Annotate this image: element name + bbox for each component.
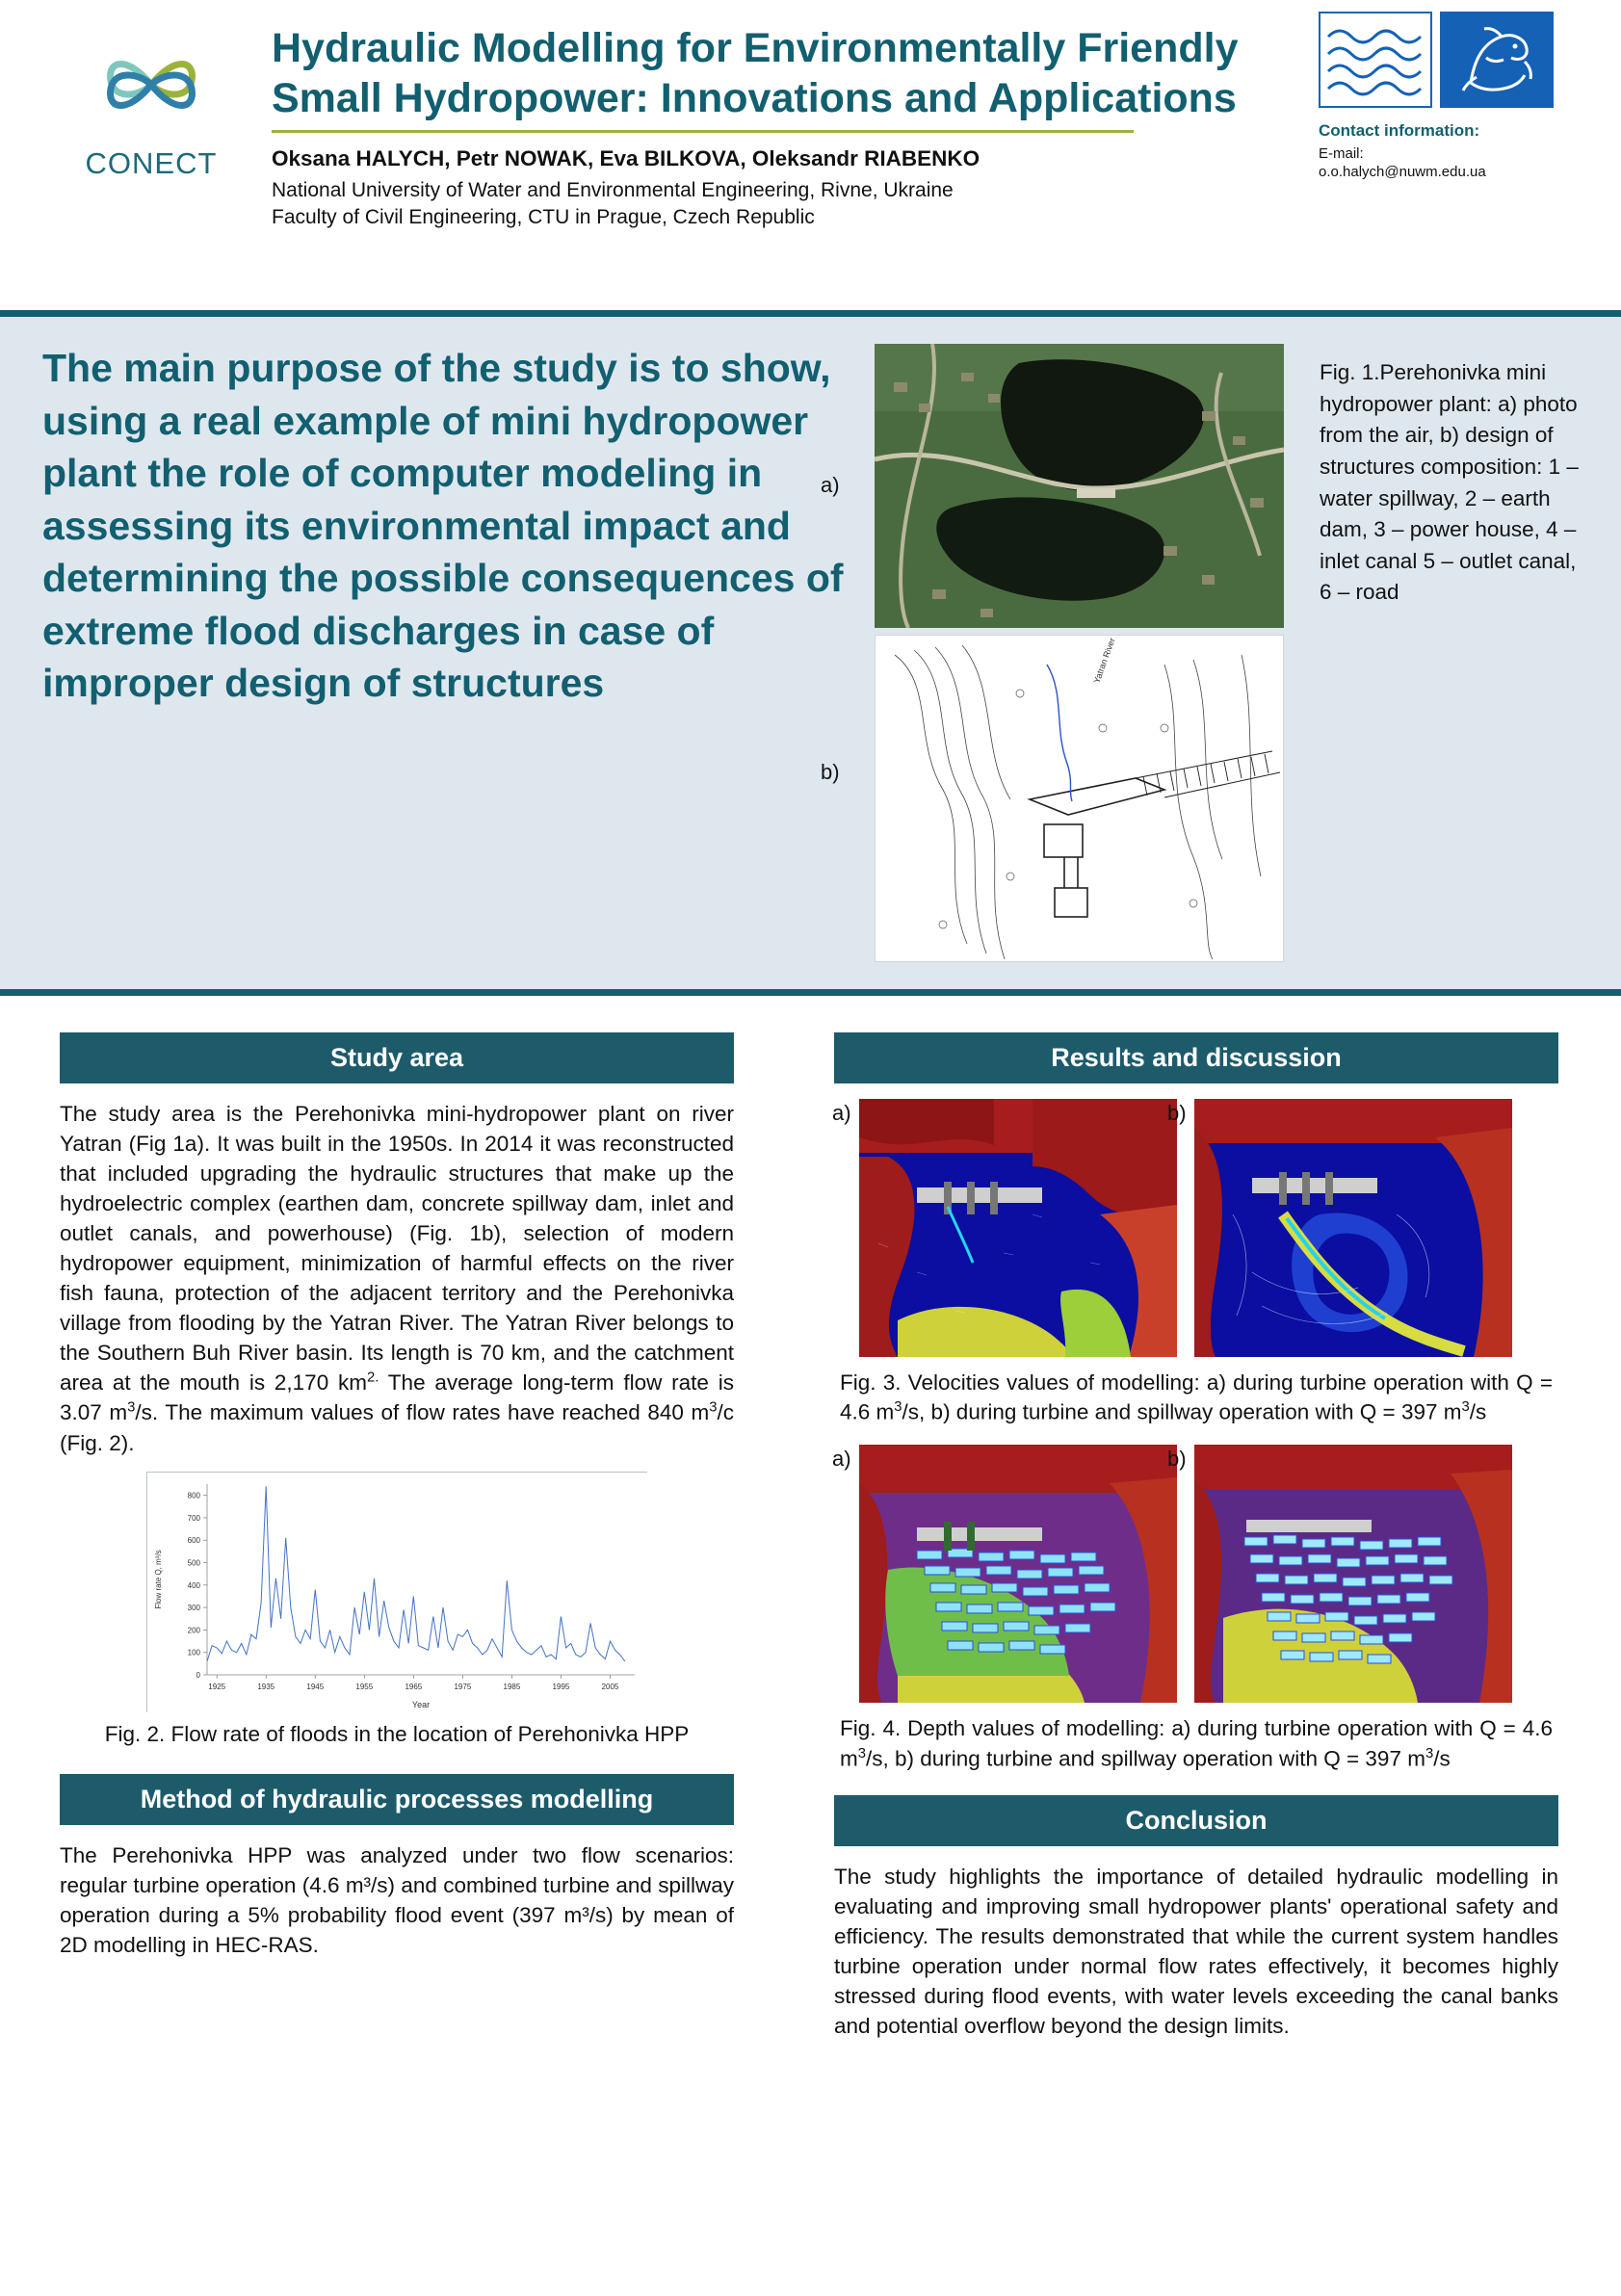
purpose-band xyxy=(0,310,1621,996)
velocity-map-a-graphic xyxy=(859,1099,1177,1357)
conect-logo xyxy=(60,27,243,181)
plan-drawing-graphic xyxy=(876,636,1284,961)
fig3a-cell xyxy=(832,1099,1177,1357)
contact-block xyxy=(1319,12,1588,180)
depth-map-b-graphic xyxy=(1194,1445,1512,1703)
svg-text:600: 600 xyxy=(187,1535,200,1545)
authors-line: Oksana HALYCH, Petr NOWAK, Eva BILKOVA, Oleksandr RIABENKO xyxy=(272,145,980,170)
fig4b-label: b) xyxy=(1167,1447,1187,1472)
affiliation-line-1: National University of Water and Environmental Engineering, Rivne, Ukraine xyxy=(272,178,954,201)
fig4a-label: a) xyxy=(832,1447,851,1472)
fig1b-plan-drawing xyxy=(875,635,1284,962)
fig4-image-row xyxy=(832,1445,1558,1703)
fig4-caption: Fig. 4. Depth values of modelling: a) during turbine operation with Q = 4.6 $m^3/s$, b) during turbine and spillway operation with Q = 397 $m^3/s$ xyxy=(840,1716,1553,1771)
contact-title: Contact information: xyxy=(1319,121,1480,140)
emblem-row xyxy=(1319,12,1588,108)
fig1a-aerial-photo xyxy=(875,344,1284,628)
svg-text:1945: 1945 xyxy=(306,1682,325,1691)
flow-rate-line-chart xyxy=(147,1473,648,1713)
conect-logo-text: CONECT xyxy=(85,146,218,180)
conect-logo-mark xyxy=(90,27,213,143)
svg-text:1975: 1975 xyxy=(454,1682,472,1691)
svg-text:400: 400 xyxy=(187,1580,200,1590)
svg-text:2005: 2005 xyxy=(601,1682,619,1691)
svg-text:100: 100 xyxy=(187,1648,200,1657)
fig4a-depth-map xyxy=(859,1445,1177,1703)
poster-header xyxy=(0,0,1621,310)
purpose-statement: The main purpose of the study is to show, using a real example of mini hydropower plant the role of computer modeling in assessing its environmental impact and determining the possible consequences of extreme flood discharges in case of improper design of structures xyxy=(42,346,844,706)
section-header-conclusion: Conclusion xyxy=(834,1795,1558,1846)
aerial-photo-graphic xyxy=(875,344,1284,628)
method-paragraph: The Perehonivka HPP was analyzed under two flow scenarios: regular turbine operation (4.6 m³/s) and combined turbine and spillway operation during a 5% probability flood event (397 m³/s) by mean of 2D modelling in HEC-RAS. xyxy=(60,1842,734,1958)
fig3b-label: b) xyxy=(1167,1101,1187,1125)
waves-emblem-icon xyxy=(1319,12,1432,108)
lion-icon xyxy=(1442,13,1552,106)
fig3b-cell xyxy=(1167,1099,1545,1357)
svg-text:700: 700 xyxy=(187,1513,200,1523)
fig3a-velocity-map xyxy=(859,1099,1177,1357)
svg-text:0: 0 xyxy=(196,1670,200,1680)
svg-text:Yatran River: Yatran River xyxy=(1091,636,1117,685)
svg-text:1985: 1985 xyxy=(503,1682,521,1691)
fig3a-label: a) xyxy=(832,1101,851,1125)
fig1-caption: Fig. 1.Perehonivka mini hydropower plant: a) photo from the air, b) design of structures composition: 1 – water spillway, 2 – earth dam, 3 – power house, 4 – inlet canal 5 – outlet canal, 6 – road xyxy=(1320,360,1579,605)
section-header-method: Method of hydraulic processes modelling xyxy=(60,1774,734,1825)
right-column xyxy=(834,1032,1558,2052)
fig3b-velocity-map: 5.00 4.00 3.00 2.00 1.50 1.00 0.00 M/s xyxy=(1194,1099,1512,1357)
title-divider xyxy=(272,130,1134,133)
svg-text:1935: 1935 xyxy=(257,1682,275,1691)
contact-email-value: o.o.halych@nuwm.edu.ua xyxy=(1319,164,1486,180)
lion-emblem-icon xyxy=(1440,12,1554,108)
fig1a-label: a) xyxy=(821,473,840,497)
svg-text:Year: Year xyxy=(411,1699,431,1709)
svg-text:Flow rate Q, m³/s: Flow rate Q, m³/s xyxy=(154,1549,163,1609)
fig1b-label: b) xyxy=(821,760,840,784)
fig4b-depth-map: 3.0 2.0 1.0 0.0 M xyxy=(1194,1445,1512,1703)
fig2-caption: Fig. 2. Flow rate of floods in the location of Perehonivka HPP xyxy=(104,1721,690,1746)
section-header-results: Results and discussion xyxy=(834,1032,1558,1083)
svg-text:1925: 1925 xyxy=(208,1682,226,1691)
svg-text:800: 800 xyxy=(187,1491,200,1500)
fig3-image-row xyxy=(832,1099,1558,1357)
waves-icon xyxy=(1320,13,1430,106)
svg-text:1965: 1965 xyxy=(405,1682,423,1691)
page-title: Hydraulic Modelling for Environmentally Friendly Small Hydropower: Innovations and Applications xyxy=(272,25,1239,122)
svg-text:1995: 1995 xyxy=(552,1682,570,1691)
fig3-caption: Fig. 3. Velocities values of modelling: a) during turbine operation with Q = 4.6 $m^3/s$, b) during turbine and spillway operation with Q = 397 $m^3/s$ xyxy=(840,1370,1553,1424)
svg-text:300: 300 xyxy=(187,1603,200,1612)
study-area-paragraph: The study area is the Perehonivka mini-hydropower plant on river Yatran (Fig 1a). It was built in the 1950s. In 2014 it was reconstructed that included upgrading the hydraulic structures that make up the hydroelectric complex (earthen dam, concrete spillway dam, inlet and outlet canals, and powerhouse) (Fig. 1b), selection of modern hydropower equipment, minimization of harmful effects on the river fish fauna, protection of the adjacent territory and the Perehonivka village from flooding by the Yatran River. The Yatran River belongs to the Southern Buh River basin. Its length is 70 km, and the catchment area at the mouth is 2,170 $km^{2.}$ The average long-term flow rate is 3.07 $m^3/s$. The maximum values of flow rates have reached 840 $m^3/c$ (Fig. 2). xyxy=(60,1102,734,1455)
section-header-study-area: Study area xyxy=(60,1032,734,1083)
fig4b-cell xyxy=(1167,1445,1543,1703)
svg-text:500: 500 xyxy=(187,1558,200,1568)
contact-email-label: E-mail: xyxy=(1319,145,1364,162)
fig4a-cell xyxy=(832,1445,1177,1703)
velocity-map-b-graphic xyxy=(1194,1099,1512,1357)
depth-map-a-graphic xyxy=(859,1445,1177,1703)
conclusion-paragraph: The study highlights the importance of detailed hydraulic modelling in evaluating and improving small hydropower plants' operational safety and efficiency. The results demonstrated that while the current system handles turbine operation under normal flow rates effectively, it becomes highly stressed during flood events, with water levels exceeding the canal banks and potential overflow beyond the design limits. xyxy=(834,1864,1558,2038)
svg-text:200: 200 xyxy=(187,1625,200,1634)
svg-text:1955: 1955 xyxy=(355,1682,374,1691)
title-block xyxy=(272,23,1273,232)
affiliation-line-2: Faculty of Civil Engineering, CTU in Prague, Czech Republic xyxy=(272,206,815,229)
fig2-flow-rate-chart xyxy=(146,1472,647,1712)
left-column xyxy=(60,1032,734,1971)
